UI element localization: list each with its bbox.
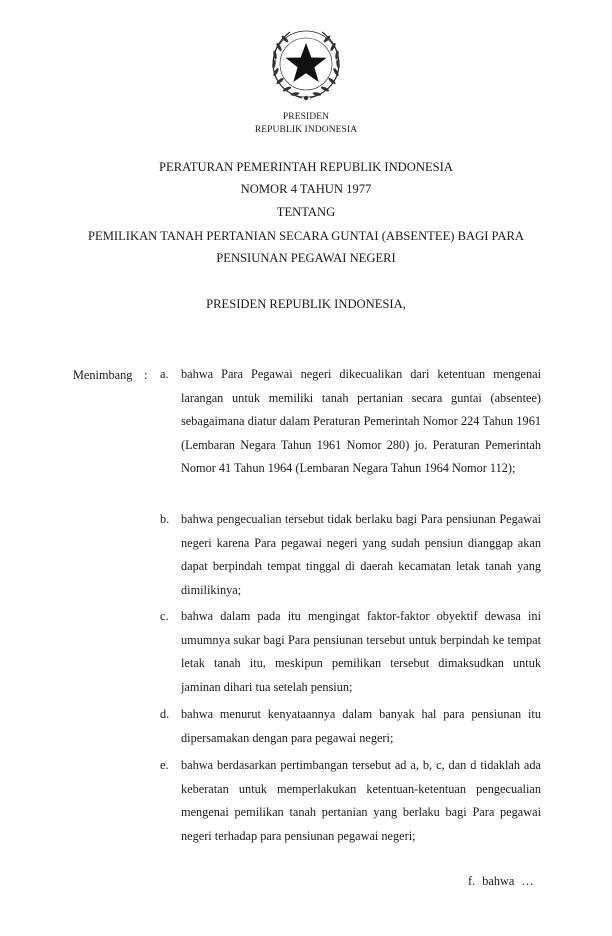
presidential-seal-icon [266,26,346,104]
item-letter: d. [160,707,170,721]
item-letter: a. [160,367,169,381]
enacting-authority: PRESIDEN REPUBLIK INDONESIA, [206,297,406,311]
item-text: bahwa berdasarkan pertimbangan tersebut ad a, b, c, dan d tidaklah ada keberatan untuk memperlakukan ketentuan-ketentuan pengecualian mengenai pemilikan tanah pertanian yang berlaku bagi Para pegawai negeri terhadap para pensiunan pegawai negeri; [181,758,541,843]
header-presiden: PRESIDEN [282,112,330,122]
considering-item-d [160,703,541,750]
item-text: bahwa dalam pada itu mengingat faktor-faktor obyektif dewasa ini umumnya sukar bagi Para pensiunan tersebut untuk berpindah ke tempat letak tanah itu, meskipun pemilikan tersebut dimaksudkan untuk jaminan dihari tua setelah pensiun; [181,609,541,694]
page-continuation-marker: f. bahwa … [468,874,534,888]
regulation-subject-line-2: PENSIUNAN PEGAWAI NEGERI [216,251,396,265]
item-text: bahwa Para Pegawai negeri dikecualikan dari ketentuan mengenai larangan untuk memiliki tanah pertanian secara guntai (absentee) sebagaimana diatur dalam Peraturan Pemerintah Nomor 224 Tahun 1961 (Lembaran Negara Tahun 1961 Nomor 280) jo. Peraturan Pemerintah Nomor 41 Tahun 1964 (Lembaran Negara Tahun 1964 Nomor 112); [181,367,541,476]
item-letter: e. [160,758,169,772]
regulation-title: PERATURAN PEMERINTAH REPUBLIK INDONESIA [159,160,453,174]
considering-item-b [160,508,541,602]
item-letter: b. [160,512,170,526]
considering-item-e [160,754,541,848]
considering-item-a [160,363,541,481]
item-text: bahwa pengecualian tersebut tidak berlaku bagi Para pensiunan Pegawai negeri karena Para pegawai negeri yang sudah pensiun dianggap akan dapat berpindah tempat tinggal di daerah kecamatan letak tanah yang dimilikinya; [181,512,541,597]
considering-item-c [160,605,541,699]
item-text: bahwa menurut kenyataannya dalam banyak hal para pensiunan itu dipersamakan dengan para pegawai negeri; [181,707,541,745]
considering-colon: : [144,368,148,382]
considering-label: Menimbang [73,368,133,382]
regulation-tentang: TENTANG [276,205,336,219]
regulation-number: NOMOR 4 TAHUN 1977 [240,182,372,196]
item-letter: c. [160,609,169,623]
regulation-subject-line-1: PEMILIKAN TANAH PERTANIAN SECARA GUNTAI (ABSENTEE) BAGI PARA [88,229,524,243]
header-republik-indonesia: REPUBLIK INDONESIA [254,125,358,135]
